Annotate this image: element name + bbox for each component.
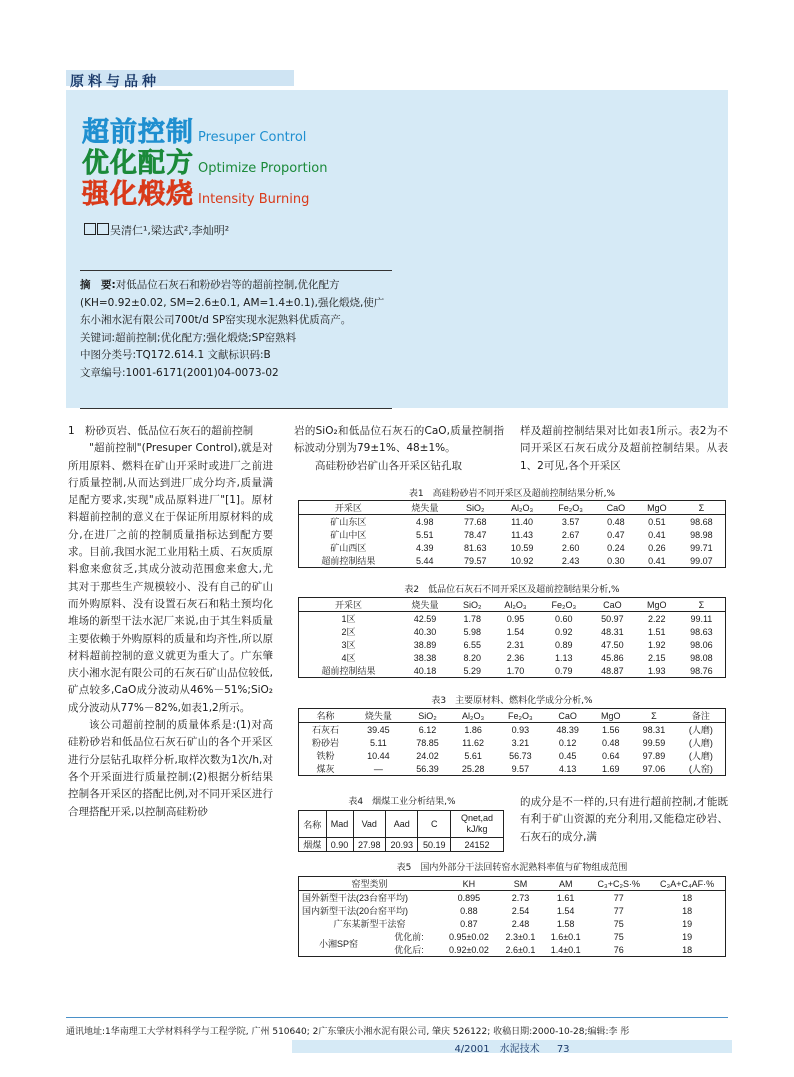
- table-cell: 38.38: [413, 652, 437, 663]
- paragraph: 该公司超前控制的质量体系是:(1)对高硅粉砂岩和低品位石灰石矿山的各个开采区进行分层钻孔取样分析,取样次数为1次/h,对各个开采面进行质量控制;(2)根据分析结果控制各开采区的搭配比例,对不同开采区进行合理搭配开采,以控制高硅粉砂: [68, 719, 273, 818]
- table-cell: 77.68: [464, 516, 487, 527]
- table-row: [299, 515, 726, 529]
- table-row: [299, 736, 726, 749]
- header-cell: AM: [543, 877, 588, 891]
- header-cell: SM: [498, 877, 543, 891]
- table-cell: 4.39: [416, 542, 434, 553]
- header-cell: 名称: [299, 709, 353, 723]
- table-cell: 优化后:: [394, 945, 424, 955]
- paragraph: 高硅粉砂岩矿山各开采区钻孔取: [315, 459, 462, 472]
- table-cell: 5.51: [416, 529, 434, 540]
- table-row: [299, 554, 726, 568]
- table-cell: 77: [613, 892, 624, 903]
- table-row: [299, 723, 726, 737]
- table-cell: 19: [682, 918, 693, 929]
- table-cell: 1.86: [464, 724, 482, 735]
- table-row: [299, 891, 726, 905]
- table5-caption: 表5 国内外部分干法回转窑水泥熟料率值与矿物组成范围: [396, 863, 628, 873]
- table-cell: 1.70: [506, 665, 525, 676]
- table-cell: 5.98: [463, 626, 481, 637]
- table-cell: 40.30: [413, 626, 437, 637]
- table-cell: 0.30: [607, 555, 625, 566]
- table-cell: 0.12: [558, 737, 577, 748]
- table-cell: 2.43: [561, 555, 580, 566]
- table-cell: 5.61: [464, 750, 482, 761]
- placeholder-box: [84, 223, 96, 235]
- table-cell: 石灰石: [312, 725, 340, 735]
- table-cell: 0.90: [326, 838, 353, 852]
- table-row: [299, 541, 726, 554]
- header-cell: CaO: [545, 709, 591, 723]
- abstract-top-rule: [80, 270, 392, 271]
- table-cell: 0.64: [602, 750, 620, 761]
- table-cell: 5.44: [416, 555, 434, 566]
- table-cell: 56.39: [416, 763, 439, 774]
- table-row: [299, 917, 726, 930]
- table-cell: 24.02: [416, 750, 439, 761]
- table-header-row: [299, 598, 726, 612]
- table-cell: 0.92: [555, 626, 573, 637]
- table-cell: 48.87: [601, 665, 624, 676]
- table-cell: 0.93: [511, 724, 530, 735]
- header-cell: Fe₂O₃: [545, 501, 595, 515]
- header-cell: Fe₂O₃: [496, 709, 545, 723]
- section-heading: 1 粉砂页岩、低品位石灰石的超前控制: [68, 425, 254, 437]
- table-cell: 45.86: [601, 652, 624, 663]
- header-cell: Al₂O₃: [450, 709, 496, 723]
- table-cell: 19: [682, 931, 693, 942]
- table-cell: 99.59: [642, 737, 666, 748]
- table-cell: 4.98: [416, 516, 434, 527]
- table-cell: 48.39: [556, 724, 579, 735]
- table-cell: 2区: [341, 627, 356, 637]
- paragraph: 的成分是不一样的,只有进行超前控制,才能既有利于矿山资源的充分利用,又能稳定砂岩、石灰石的成分,满: [520, 796, 728, 843]
- table-cell: 8.20: [463, 652, 481, 663]
- table-cell: 5.11: [369, 737, 387, 748]
- table-cell: 97.06: [642, 763, 666, 774]
- classification: 中图分类号:TQ172.614.1 文献标识码:B: [80, 349, 271, 361]
- table-cell: 2.54: [511, 905, 530, 916]
- table-cell: 98.06: [690, 639, 713, 650]
- table-cell: 1.54: [506, 626, 525, 637]
- table-cell: 1.93: [648, 665, 666, 676]
- table-cell: 超前控制结果: [321, 556, 376, 566]
- paragraph: 岩的SiO₂和低品位石灰石的CaO,质量控制指标波动分别为79±1%、48±1%。: [294, 425, 504, 455]
- table-row: [299, 664, 726, 678]
- table-cell: 煤灰: [316, 764, 335, 774]
- header-cell: Al₂O₃: [499, 501, 546, 515]
- table-cell: —: [373, 763, 383, 774]
- table2: [298, 597, 726, 678]
- table-cell: 0.95±0.02: [448, 931, 489, 942]
- table-cell: 铁粉: [316, 751, 335, 761]
- table-cell: 0.41: [648, 529, 666, 540]
- table-cell: 50.19: [418, 838, 451, 852]
- table-cell: 2.6±0.1: [505, 944, 536, 955]
- table-cell: 1.6±0.1: [550, 931, 581, 942]
- table-row: [299, 762, 726, 776]
- table-cell: 10.44: [367, 750, 390, 761]
- table-cell: 小湘SP窑: [318, 938, 358, 949]
- table-cell: 0.895: [457, 892, 481, 903]
- table-cell: (人磨): [688, 725, 713, 735]
- table-cell: 1.78: [463, 613, 481, 624]
- table4-caption: 表4 烟煤工业分析结果,%: [348, 797, 456, 807]
- table-cell: 48.31: [601, 626, 624, 637]
- title-1-en: Presuper Control: [198, 130, 307, 145]
- table-cell: 11.43: [511, 529, 534, 540]
- table-cell: 98.08: [690, 652, 713, 663]
- header-cell: MgO: [636, 598, 678, 612]
- table-cell: 1.56: [602, 724, 620, 735]
- table-header-row: [299, 709, 726, 723]
- table-cell: 烟煤: [299, 838, 327, 852]
- page-number: 73: [556, 1044, 570, 1055]
- header-cell: Σ: [631, 709, 677, 723]
- table-cell: 40.18: [413, 665, 437, 676]
- header-cell: C₃+C₂S·%: [588, 877, 649, 891]
- table-cell: 粉砂岩: [312, 738, 340, 748]
- table-cell: 2.73: [511, 892, 530, 903]
- table-cell: 0.89: [555, 639, 573, 650]
- abstract-text: [80, 277, 392, 330]
- column-1: [68, 423, 273, 821]
- table-cell: 79.57: [464, 555, 487, 566]
- table-cell: 10.59: [510, 542, 534, 553]
- abstract-block: [80, 277, 392, 382]
- table-cell: 2.36: [506, 652, 525, 663]
- table-cell: 98.31: [642, 724, 666, 735]
- table-cell: 超前控制结果: [321, 666, 376, 676]
- table-cell: 1区: [341, 614, 356, 624]
- table-cell: 47.50: [601, 639, 624, 650]
- table-cell: 1.69: [602, 763, 620, 774]
- abstract-label: 摘 要:: [80, 279, 116, 291]
- table-cell: 0.47: [607, 529, 625, 540]
- table-cell: 3区: [341, 640, 356, 650]
- table-cell: 18: [682, 892, 693, 903]
- title-line-3: [82, 172, 309, 211]
- table-cell: 5.29: [463, 665, 481, 676]
- header-cell: KH: [440, 877, 498, 891]
- footer-note: 通讯地址:1华南理工大学材料科学与工程学院, 广州 510640; 2广东肇庆小湘水泥有限公司, 肇庆 526122; 收稿日期:2000-10-28;编辑:李 彤: [66, 1027, 630, 1037]
- table-cell: 国外新型干法(23台窑平均): [302, 893, 409, 903]
- table-cell: 矿山中区: [330, 530, 367, 540]
- table-cell: 98.63: [690, 626, 713, 637]
- table-cell: 1.13: [555, 652, 573, 663]
- header-cell: CaO: [596, 501, 636, 515]
- table-cell: 2.3±0.1: [505, 931, 536, 942]
- table-cell: 20.93: [385, 838, 417, 852]
- table-cell: 3.57: [561, 516, 580, 527]
- table-cell: 0.88: [460, 905, 478, 916]
- table-cell: 98.68: [690, 516, 713, 527]
- header-cell: C₃A+C₄AF·%: [649, 877, 725, 891]
- paragraph: "超前控制"(Presuper Control),就是对所用原料、燃料在矿山开采时或进厂之前进行质量控制,从而达到进厂成分均齐,质量满足配方要求,实现"成品原料进厂"[1]。原材料超前控制的意义在于保证所用原材料的成分,在进厂之前的控制质量指标达到配方要求。目前,我国水泥工业用粘土质、石灰质原料愈来愈贫乏,其成分波动范围愈来愈大,尤其对于那些生产规模较小、没有自己的矿山而外购原料、没有设置石灰石和粘土预均化堆场的新型干法水泥厂来说,由于其生料质量主要依赖于外购原料的质量和均齐性,所以原材料超前控制的意义就更为重大了。广东肇庆小湘水泥有限公司的石灰石矿山品位较低,矿点较多,CaO成分波动从46%－51%;SiO₂成分波动从77%－82%,如表1,2所示。: [68, 442, 273, 714]
- abstract-body: 对低品位石灰石和粉砂岩等的超前控制,优化配方(KH=0.92±0.02, SM=2.6±0.1, AM=1.4±0.1),强化煅烧,使广东小湘水泥有限公司700t/d SP窑实现水泥熟料优质高产。: [80, 279, 385, 326]
- table-cell: 2.22: [648, 613, 666, 624]
- table-cell: 2.60: [561, 542, 580, 553]
- header-cell: 烧失量: [398, 598, 452, 612]
- table-cell: 99.71: [690, 542, 713, 553]
- table-cell: 25.28: [461, 763, 485, 774]
- section-tag: 原料与品种: [70, 74, 160, 90]
- table-cell: 2.31: [506, 639, 525, 650]
- table-cell: 1.54: [556, 905, 575, 916]
- table-header-row: [299, 501, 726, 515]
- table-header-row: [299, 877, 726, 891]
- column-3-continued: [520, 794, 728, 846]
- table-cell: 0.92±0.02: [448, 944, 489, 955]
- table-cell: 38.89: [413, 639, 437, 650]
- title-2-cn: 优化配方: [82, 148, 194, 179]
- table-cell: 4.13: [558, 763, 577, 774]
- header-cell: 名称: [299, 811, 327, 838]
- table-cell: 国内新型干法(20台窑平均): [302, 906, 409, 916]
- paragraph: 样及超前控制结果对比如表1所示。表2为不同开采区石灰石成分及超前控制结果。从表1、2可见,各个开采区: [520, 425, 728, 472]
- table-cell: 76: [613, 944, 624, 955]
- header-cell: MgO: [590, 709, 631, 723]
- header-cell: C: [418, 811, 451, 838]
- header-cell: Σ: [678, 598, 726, 612]
- header-cell: 备注: [677, 709, 726, 723]
- table-cell: 6.12: [418, 724, 437, 735]
- header-cell: Vad: [353, 811, 385, 838]
- article-number: 文章编号:1001-6171(2001)04-0073-02: [80, 366, 279, 379]
- table-cell: 99.07: [690, 555, 713, 566]
- table-cell: 矿山西区: [330, 543, 367, 553]
- header-cell: Mad: [326, 811, 353, 838]
- issue-label: 4/2001 水泥技术: [454, 1044, 540, 1055]
- table-cell: 2.48: [511, 918, 530, 929]
- table-cell: 0.26: [648, 542, 666, 553]
- table-cell: 矿山东区: [330, 517, 367, 527]
- table-cell: 99.11: [690, 613, 713, 624]
- header-cell: 烧失量: [352, 709, 405, 723]
- table-cell: 11.40: [511, 516, 534, 527]
- title-3-cn: 强化煅烧: [82, 179, 194, 210]
- table-cell: 81.63: [464, 542, 487, 553]
- table-cell: 1.92: [648, 639, 666, 650]
- header-cell: Qnet,ad kJ/kg: [451, 811, 504, 838]
- table-cell: 6.55: [463, 639, 481, 650]
- table-cell: 9.57: [511, 763, 530, 774]
- table-row: [299, 528, 726, 541]
- author-names: 吴清仁¹,梁达武²,李灿明²: [110, 224, 230, 237]
- table-cell: 2.67: [561, 529, 580, 540]
- table-cell: 18: [682, 905, 693, 916]
- table-cell: 1.51: [648, 626, 666, 637]
- table-cell: 2.15: [648, 652, 666, 663]
- table-cell: 0.79: [555, 665, 573, 676]
- column-2-text: [294, 423, 504, 475]
- header-cell: Fe₂O₃: [539, 598, 589, 612]
- header-cell: 窑型类别: [299, 877, 441, 891]
- abstract-bottom-rule: [80, 408, 392, 409]
- table-row: [299, 930, 726, 943]
- table-cell: 0.45: [558, 750, 577, 761]
- table-cell: 广东某新型干法窑: [333, 919, 406, 929]
- table-cell: (人磨): [688, 738, 713, 748]
- title-2-en: Optimize Proportion: [198, 161, 328, 176]
- header-cell: 开采区: [299, 501, 398, 515]
- table-cell: 10.92: [510, 555, 534, 566]
- table-cell: 78.47: [464, 529, 487, 540]
- table-cell: 18: [682, 944, 693, 955]
- table-cell: 0.60: [555, 613, 573, 624]
- table-cell: 0.51: [648, 516, 666, 527]
- table-cell: 1.61: [556, 892, 575, 903]
- header-cell: SiO₂: [452, 501, 499, 515]
- table-row: [299, 651, 726, 664]
- table-cell: 39.45: [367, 724, 390, 735]
- table-cell: 50.97: [601, 613, 624, 624]
- table-cell: 0.24: [607, 542, 625, 553]
- table-cell: (人窑): [688, 764, 713, 774]
- table-cell: 56.73: [509, 750, 532, 761]
- table-row: [299, 904, 726, 917]
- table-cell: 11.62: [462, 737, 484, 748]
- table-cell: 77: [613, 905, 624, 916]
- table3: [298, 708, 726, 776]
- table-cell: 0.41: [648, 555, 666, 566]
- table1: [298, 500, 726, 568]
- column-3-text: [520, 423, 728, 475]
- table-cell: 75: [613, 918, 624, 929]
- table-cell: 98.98: [690, 529, 713, 540]
- table5: [298, 876, 726, 957]
- table-cell: (人磨): [688, 751, 713, 761]
- table-cell: 97.89: [642, 750, 666, 761]
- header-cell: MgO: [636, 501, 678, 515]
- table1-caption: 表1 高硅粉砂岩不同开采区及超前控制结果分析,%: [408, 489, 616, 499]
- table-cell: 24152: [451, 838, 504, 852]
- table-cell: 42.59: [413, 613, 437, 624]
- footer-rule: [66, 1017, 728, 1018]
- title-1-cn: 超前控制: [82, 117, 194, 148]
- table-cell: 0.95: [506, 613, 525, 624]
- table-cell: 27.98: [353, 838, 385, 852]
- table-cell: 0.48: [602, 737, 620, 748]
- header-cell: 烧失量: [398, 501, 452, 515]
- table-cell: 优化前:: [394, 932, 424, 942]
- header-cell: SiO₂: [452, 598, 492, 612]
- table-cell: 0.87: [460, 918, 478, 929]
- header-cell: Aad: [385, 811, 417, 838]
- table-cell: 4区: [341, 653, 356, 663]
- table2-caption: 表2 低品位石灰石不同开采区及超前控制结果分析,%: [404, 585, 620, 595]
- header-cell: SiO₂: [405, 709, 451, 723]
- header-cell: Σ: [678, 501, 726, 515]
- table-cell: 3.21: [511, 737, 530, 748]
- table-row: [299, 749, 726, 762]
- table3-caption: 表3 主要原材料、燃料化学成分分析,%: [431, 696, 593, 706]
- table4: [298, 810, 504, 852]
- table-cell: 98.76: [690, 665, 713, 676]
- header-cell: 开采区: [299, 598, 398, 612]
- table-cell: 75: [613, 931, 624, 942]
- table-cell: 78.85: [416, 737, 439, 748]
- table-row: [299, 625, 726, 638]
- placeholder-box: [97, 223, 109, 235]
- authors: [84, 222, 229, 238]
- table-row: [299, 638, 726, 651]
- table-row: [299, 612, 726, 626]
- header-cell: CaO: [589, 598, 636, 612]
- page-footer: [292, 1040, 732, 1055]
- table-cell: 1.4±0.1: [550, 944, 581, 955]
- header-cell: Al₂O₃: [492, 598, 538, 612]
- table-cell: 1.58: [556, 918, 575, 929]
- table-row: [299, 838, 504, 852]
- table-cell: 0.48: [607, 516, 625, 527]
- title-3-en: Intensity Burning: [198, 192, 310, 207]
- table-header-row: [299, 811, 504, 838]
- keywords: 关键词:超前控制;优化配方;强化煅烧;SP窑熟料: [80, 331, 297, 344]
